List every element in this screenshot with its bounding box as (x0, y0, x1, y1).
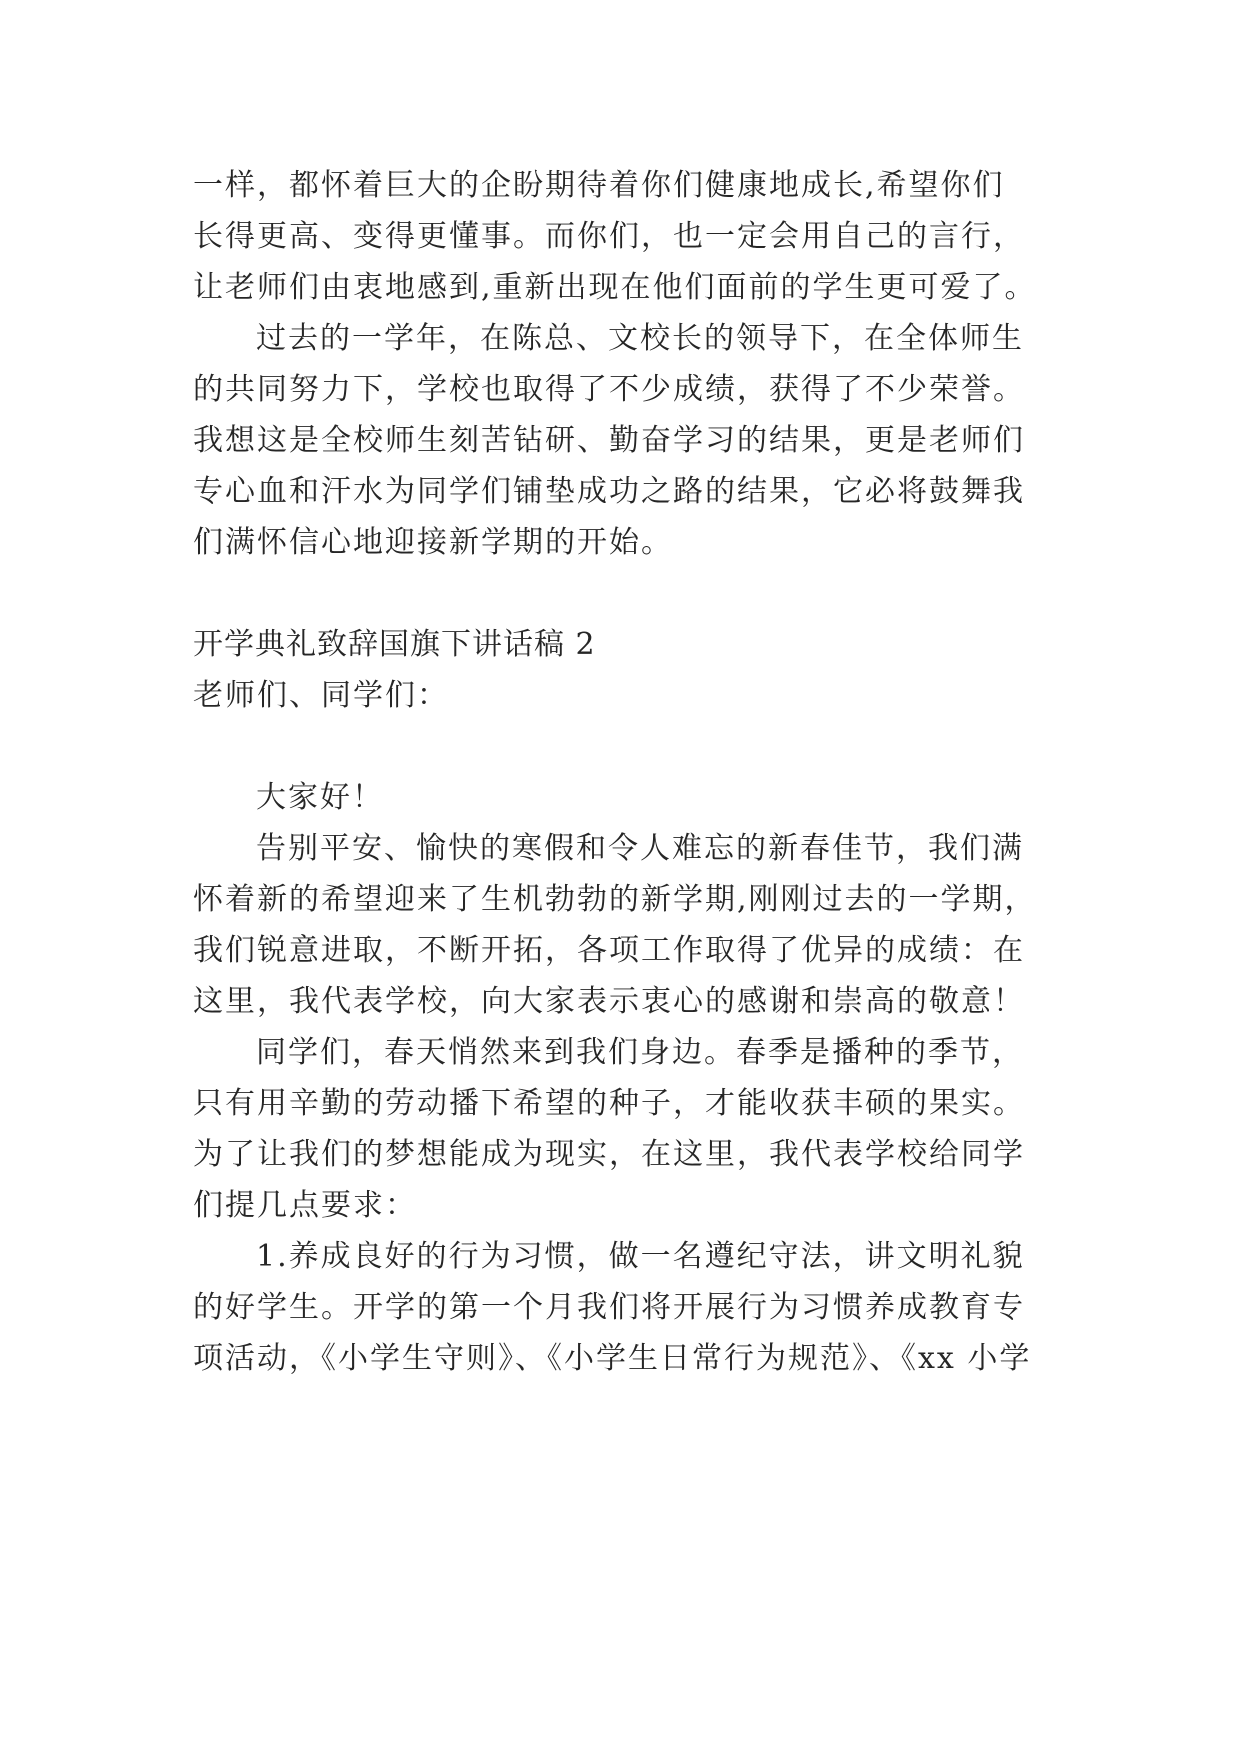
text-line: 这里，我代表学校，向大家表示衷心的感谢和崇高的敬意！ (193, 984, 1025, 1019)
blank-line (193, 721, 1093, 772)
text-line: 们满怀信心地迎接新学期的开始。 (193, 525, 673, 560)
text-line: 同学们，春天悄然来到我们身边。春季是播种的季节， (256, 1035, 1024, 1070)
text-line: 们提几点要求： (193, 1188, 417, 1223)
text-line: 我想这是全校师生刻苦钻研、勤奋学习的结果，更是老师们 (193, 423, 1025, 458)
paragraph-continued (193, 160, 1093, 313)
text-line: 告别平安、愉快的寒假和令人难忘的新春佳节，我们满 (256, 831, 1024, 866)
paragraph-farewell-holiday (193, 823, 1093, 1027)
document-body (193, 160, 1093, 1384)
section-title: 开学典礼致辞国旗下讲话稿 2 (193, 627, 596, 662)
text-line: 的共同努力下，学校也取得了不少成绩，获得了不少荣誉。 (193, 372, 1025, 407)
text-line: 为了让我们的梦想能成为现实，在这里，我代表学校给同学 (193, 1137, 1025, 1172)
text-line: 项活动，《小学生守则》、《小学生日常行为规范》、《xx 小学 (193, 1341, 1032, 1376)
text-line: 一样，都怀着巨大的企盼期待着你们健康地成长,希望你们 (193, 168, 1005, 203)
paragraph-past-year (193, 313, 1093, 568)
paragraph-spring (193, 1027, 1093, 1231)
text-line: 过去的一学年，在陈总、文校长的领导下，在全体师生 (256, 321, 1024, 356)
text-line: 1.养成良好的行为习惯，做一名遵纪守法，讲文明礼貌 (256, 1239, 1025, 1274)
text-line: 我们锐意进取，不断开拓，各项工作取得了优异的成绩：在 (193, 933, 1025, 968)
blank-line (193, 568, 1093, 619)
paragraph-requirement-1 (193, 1231, 1093, 1384)
text-line: 让老师们由衷地感到,重新出现在他们面前的学生更可爱了。 (193, 270, 1037, 305)
greeting: 大家好！ (256, 780, 384, 815)
text-line: 怀着新的希望迎来了生机勃勃的新学期,刚刚过去的一学期， (193, 882, 1037, 917)
salutation: 老师们、同学们： (193, 678, 449, 713)
text-line: 专心血和汗水为同学们铺垫成功之路的结果，它必将鼓舞我 (193, 474, 1025, 509)
text-line: 只有用辛勤的劳动播下希望的种子，才能收获丰硕的果实。 (193, 1086, 1025, 1121)
text-line: 的好学生。开学的第一个月我们将开展行为习惯养成教育专 (193, 1290, 1025, 1325)
text-line: 长得更高、变得更懂事。而你们，也一定会用自己的言行， (193, 219, 1025, 254)
